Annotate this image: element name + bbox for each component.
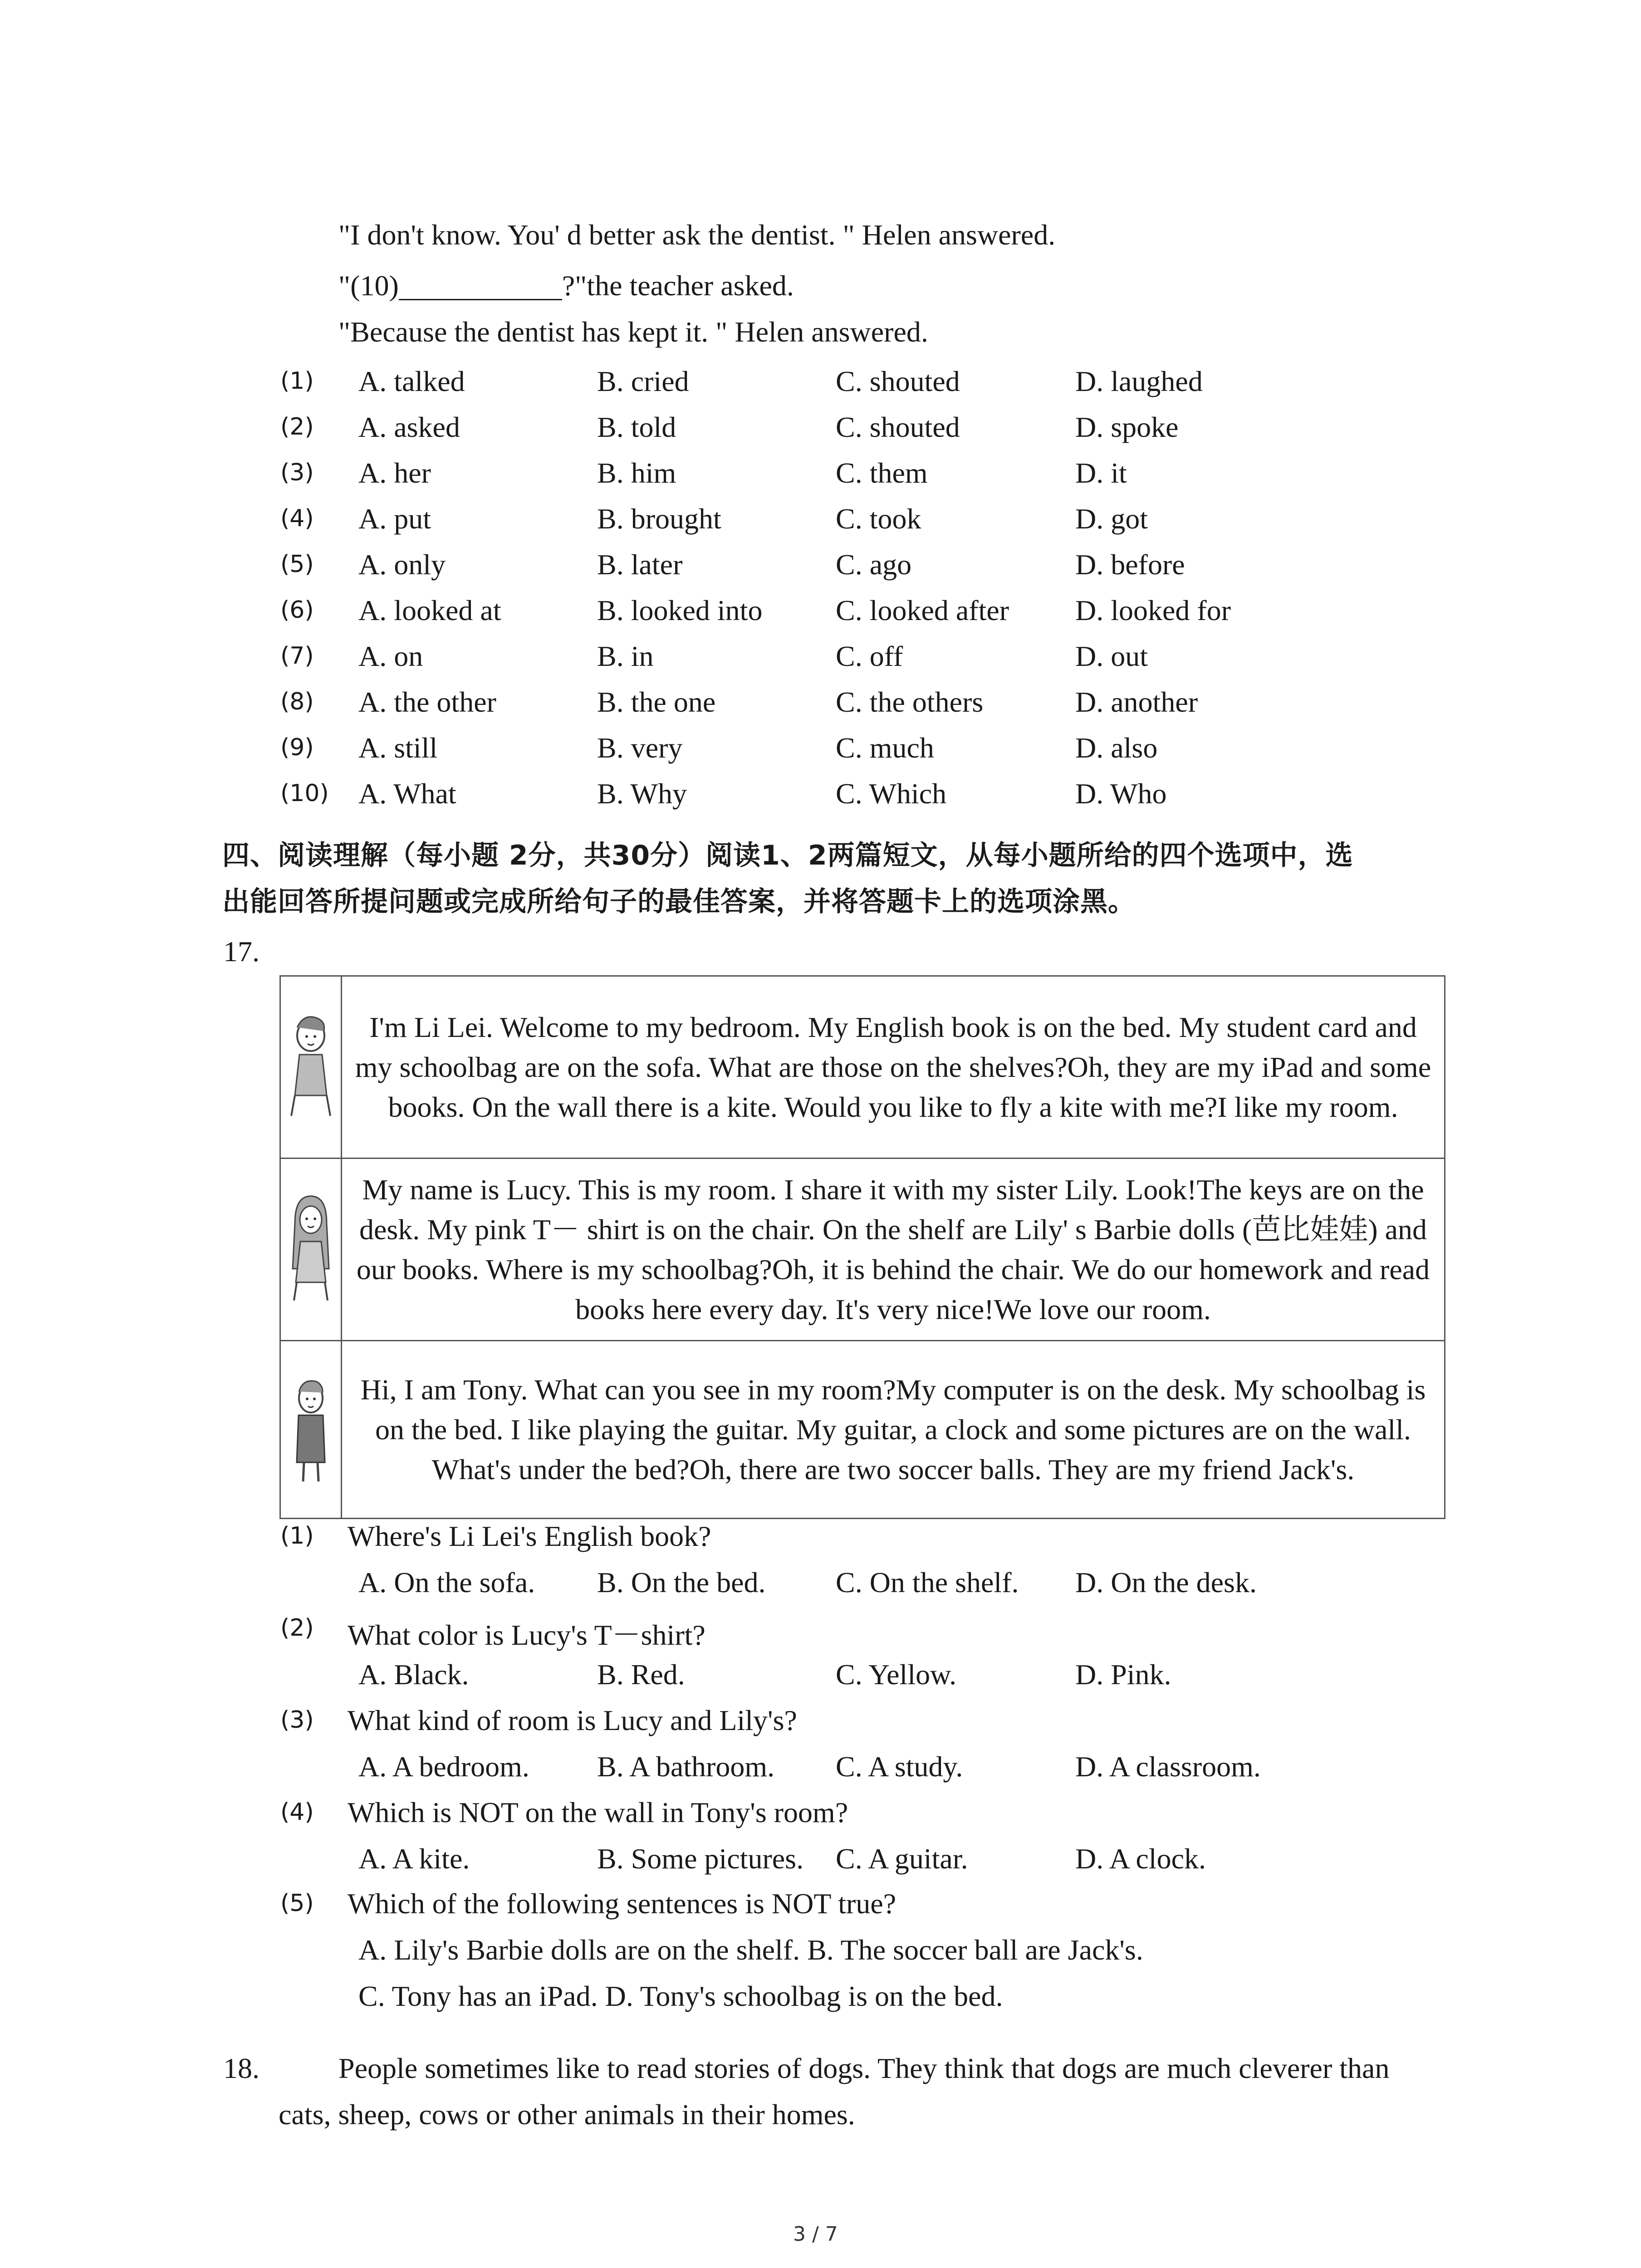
question-18-line-2: cats, sheep, cows or other animals in their homes.: [279, 2098, 855, 2131]
passage-lucy: My name is Lucy. This is my room. I share it with my sister Lily. Look!The keys are on the desk. My pink T－ shirt is on the chair. On the shelf are Lily' s Barbie dolls (芭比娃娃) and our books. Where is my schoolbag?Oh, it is behind the chair. We do our homework and read books here every day. It's very nice!We love our room.: [342, 1158, 1445, 1341]
page-number: 3 / 7: [793, 2223, 838, 2246]
answer-option-b: B. On the bed.: [597, 1566, 766, 1598]
blank-q10-label: "(10): [338, 269, 399, 302]
answer-option-d: D. On the desk.: [1075, 1566, 1257, 1598]
cloze-option-b: B. brought: [597, 503, 721, 535]
question-number: (1): [280, 1522, 314, 1549]
cloze-question-number: (4): [280, 505, 314, 532]
cloze-option-c: C. off: [836, 640, 903, 672]
answer-option-c: C. A guitar.: [836, 1843, 968, 1875]
cloze-option-a: A. talked: [358, 365, 465, 397]
answer-option-a: A. On the sofa.: [358, 1566, 535, 1598]
cloze-question-number: (7): [280, 642, 314, 670]
cloze-option-c: C. ago: [836, 548, 912, 581]
cloze-option-d: D. got: [1075, 503, 1148, 535]
cloze-option-a: A. her: [358, 457, 431, 489]
cloze-option-b: B. very: [597, 732, 683, 764]
cloze-option-d: D. laughed: [1075, 365, 1203, 397]
question-text: What kind of room is Lucy and Lily's?: [348, 1704, 797, 1736]
cloze-question-number: (8): [280, 688, 314, 715]
cloze-question-number: (6): [280, 596, 314, 624]
cloze-option-d: D. also: [1075, 732, 1158, 764]
cloze-option-c: C. took: [836, 503, 921, 535]
cloze-option-b: B. cried: [597, 365, 689, 397]
story-line-1: "I don't know. You' d better ask the dentist. " Helen answered.: [338, 219, 1056, 251]
cloze-option-d: D. another: [1075, 686, 1198, 718]
cloze-option-c: C. much: [836, 732, 934, 764]
cloze-option-a: A. still: [358, 732, 438, 764]
passage-row-tony: [280, 1341, 1445, 1519]
answer-option-c: C. A study.: [836, 1750, 963, 1783]
cloze-option-b: B. Why: [597, 777, 687, 810]
cloze-option-a: A. put: [358, 503, 431, 535]
answer-option-b: B. Red.: [597, 1658, 685, 1691]
cloze-option-a: A. the other: [358, 686, 496, 718]
girl-portrait-icon: [290, 1192, 331, 1305]
cloze-option-b: B. told: [597, 411, 676, 443]
answer-blank: [399, 272, 562, 300]
question-text: Where's Li Lei's English book?: [348, 1520, 711, 1552]
cloze-option-a: A. only: [358, 548, 446, 581]
story-line-3: "Because the dentist has kept it. " Helen answered.: [338, 316, 928, 348]
passage-tony: Hi, I am Tony. What can you see in my room?My computer is on the desk. My schoolbag is on the bed. I like playing the guitar. My guitar, a clock and some pictures are on the wall. What's under the bed?Oh, there are two soccer balls. They are my friend Jack's.: [342, 1341, 1445, 1519]
answer-option-c: C. On the shelf.: [836, 1566, 1019, 1598]
cloze-option-c: C. the others: [836, 686, 984, 718]
cloze-option-b: B. the one: [597, 686, 716, 718]
cloze-question-number: (2): [280, 413, 314, 440]
question-17-number: 17.: [223, 935, 260, 968]
section-4-heading-line-1: 四、阅读理解（每小题 2分，共30分）阅读1、2两篇短文，从每小题所给的四个选项中，选: [222, 840, 1353, 871]
cloze-option-a: A. What: [358, 777, 456, 810]
question-18-number: 18.: [223, 2052, 260, 2084]
answer-option-d: D. Pink.: [1075, 1658, 1171, 1691]
cloze-option-b: B. looked into: [597, 594, 763, 626]
question-number: (4): [280, 1799, 314, 1826]
question-number: (2): [280, 1614, 314, 1642]
answer-option-d: D. A clock.: [1075, 1843, 1206, 1875]
question-text: Which is NOT on the wall in Tony's room?: [348, 1796, 848, 1828]
cloze-option-d: D. before: [1075, 548, 1185, 581]
cloze-option-d: D. Who: [1075, 777, 1167, 810]
question-18-line-1: People sometimes like to read stories of dogs. They think that dogs are much cleverer than: [338, 2052, 1390, 2084]
answer-option-a: A. Black.: [358, 1658, 469, 1691]
boy-portrait-icon: [290, 1372, 331, 1485]
cloze-option-c: C. Which: [836, 777, 947, 810]
question-5-text: Which of the following sentences is NOT true?: [348, 1887, 896, 1920]
question-5-options-ab: A. Lily's Barbie dolls are on the shelf. B. The soccer ball are Jack's.: [358, 1934, 1143, 1966]
cloze-option-a: A. on: [358, 640, 423, 672]
story-line-2-text: ?"the teacher asked.: [562, 269, 794, 302]
story-line-2: [338, 271, 794, 300]
answer-option-c: C. Yellow.: [836, 1658, 957, 1691]
cloze-option-c: C. them: [836, 457, 928, 489]
passage-row-lucy: [280, 1158, 1445, 1341]
cloze-option-d: D. looked for: [1075, 594, 1231, 626]
answer-option-b: B. A bathroom.: [597, 1750, 775, 1783]
li-lei-portrait: [280, 976, 342, 1158]
cloze-option-c: C. shouted: [836, 365, 960, 397]
passage-li-lei: I'm Li Lei. Welcome to my bedroom. My English book is on the bed. My student card and my schoolbag are on the sofa. What are those on the shelves?Oh, they are my iPad and some books. On the wall there is a kite. Would you like to fly a kite with me?I like my room.: [342, 976, 1445, 1158]
question-text: What color is Lucy's T－shirt?: [348, 1619, 705, 1651]
cloze-option-c: C. looked after: [836, 594, 1009, 626]
cloze-option-a: A. looked at: [358, 594, 501, 626]
cloze-option-d: D. spoke: [1075, 411, 1179, 443]
cloze-option-c: C. shouted: [836, 411, 960, 443]
tony-portrait: [280, 1341, 342, 1519]
cloze-option-b: B. in: [597, 640, 654, 672]
boy-portrait-icon: [290, 1009, 331, 1123]
passage-row-li-lei: [280, 976, 1445, 1158]
cloze-option-b: B. later: [597, 548, 683, 581]
question-5-options-cd: C. Tony has an iPad. D. Tony's schoolbag is on the bed.: [358, 1980, 1003, 2012]
cloze-option-b: B. him: [597, 457, 676, 489]
cloze-question-number: (5): [280, 551, 314, 578]
cloze-question-number: (9): [280, 734, 314, 761]
answer-option-b: B. Some pictures.: [597, 1843, 804, 1875]
answer-option-d: D. A classroom.: [1075, 1750, 1261, 1783]
cloze-option-d: D. it: [1075, 457, 1127, 489]
passage-table: [279, 975, 1445, 1519]
lucy-portrait: [280, 1158, 342, 1341]
section-4-heading-line-2: 出能回答所提问题或完成所给句子的最佳答案，并将答题卡上的选项涂黑。: [222, 886, 1136, 918]
cloze-question-number: (1): [280, 367, 314, 395]
question-number: (3): [280, 1706, 314, 1734]
answer-option-a: A. A bedroom.: [358, 1750, 529, 1783]
question-5-number: (5): [280, 1890, 314, 1917]
cloze-question-number: (10): [280, 780, 329, 807]
cloze-question-number: (3): [280, 459, 314, 486]
answer-option-a: A. A kite.: [358, 1843, 470, 1875]
cloze-option-a: A. asked: [358, 411, 460, 443]
cloze-option-d: D. out: [1075, 640, 1148, 672]
